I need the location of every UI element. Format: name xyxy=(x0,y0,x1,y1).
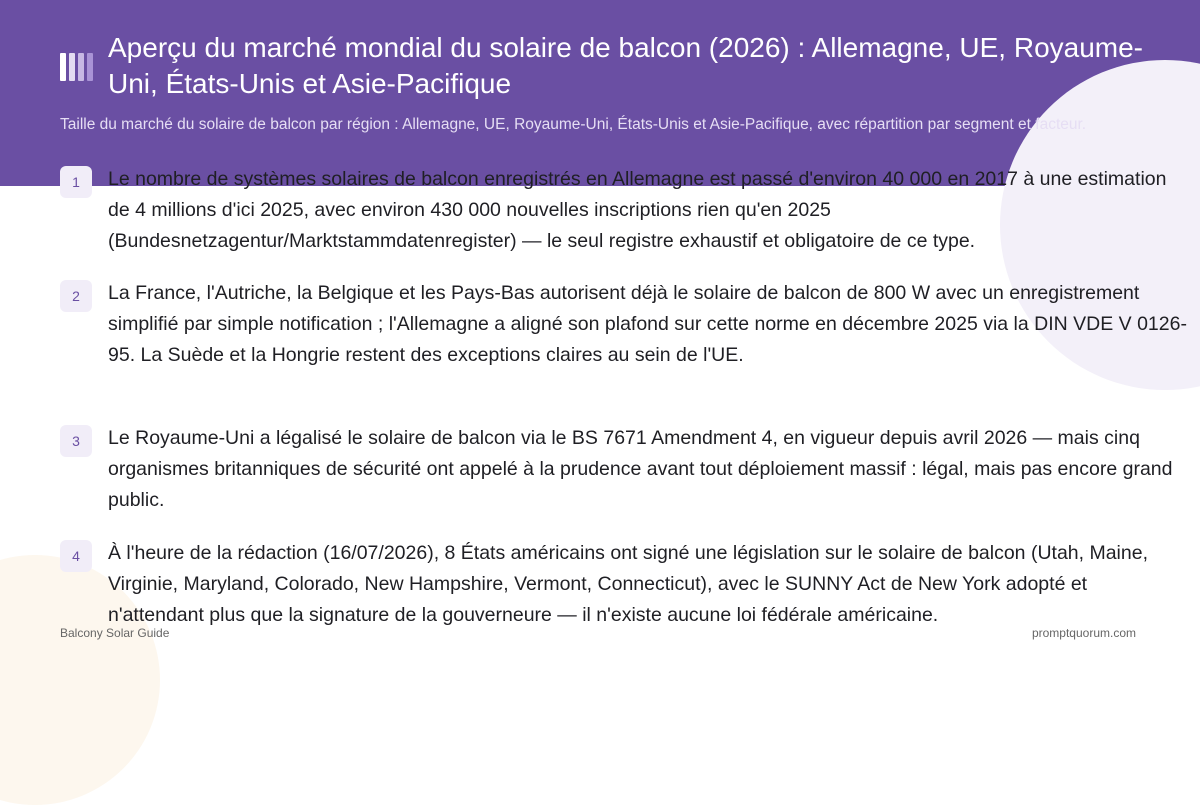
bars-icon-bar xyxy=(87,53,93,81)
page-title: Aperçu du marché mondial du solaire de balcon (2026) : Allemagne, UE, Royaume-Uni, États-Unis et Asie-Pacifique xyxy=(108,32,1144,99)
bars-icon-bar xyxy=(69,53,75,81)
footer-brand: Balcony Solar Guide xyxy=(60,626,170,640)
item-number-badge: 4 xyxy=(60,540,92,572)
item-number-badge: 1 xyxy=(60,166,92,198)
item-number-badge: 3 xyxy=(60,425,92,457)
bars-icon xyxy=(60,53,93,81)
footer-website: promptquorum.com xyxy=(1031,626,1136,640)
item-text: Le nombre de systèmes solaires de balcon enregistrés en Allemagne est passé d'environ 40 000 en 2017 à une estimation de 4 millions d'ici 2025, avec environ 430 000 nouvelles inscriptions rien qu'en 2025 (Bundesnetzagentur/Marktstammdatenregister) — le seul registre exhaustif et obligatoire de ce type. xyxy=(108,168,1167,252)
page-subtitle: Taille du marché du solaire de balcon par région : Allemagne, UE, Royaume-Uni, États-Unis et Asie-Pacifique, avec répartition par segment et facteur. xyxy=(60,116,1087,133)
bars-icon-bar xyxy=(60,53,66,81)
item-text: La France, l'Autriche, la Belgique et les Pays-Bas autorisent déjà le solaire de balcon de 800 W avec un enregistrement simplifié par simple notification ; l'Allemagne a aligné son plafond sur cette norme en décembre 2025 via la DIN VDE V 0126-95. La Suède et la Hongrie restent des exceptions claires au sein de l'UE. xyxy=(108,282,1187,366)
item-number-badge: 2 xyxy=(60,280,92,312)
bars-icon-bar xyxy=(78,53,84,81)
item-text: Le Royaume-Uni a légalisé le solaire de balcon via le BS 7671 Amendment 4, en vigueur depuis avril 2026 — mais cinq organismes britanniques de sécurité ont appelé à la prudence avant tout déploiement massif : légal, mais pas encore grand public. xyxy=(108,427,1173,511)
item-text: À l'heure de la rédaction (16/07/2026), 8 États américains ont signé une législation sur le solaire de balcon (Utah, Maine, Virginie, Maryland, Colorado, New Hampshire, Vermont, Connecticut), avec le SUNNY Act de New York adopté et n'attendant plus que la signature de la gouverneure — il n'existe aucune loi fédérale américaine. xyxy=(108,542,1148,626)
